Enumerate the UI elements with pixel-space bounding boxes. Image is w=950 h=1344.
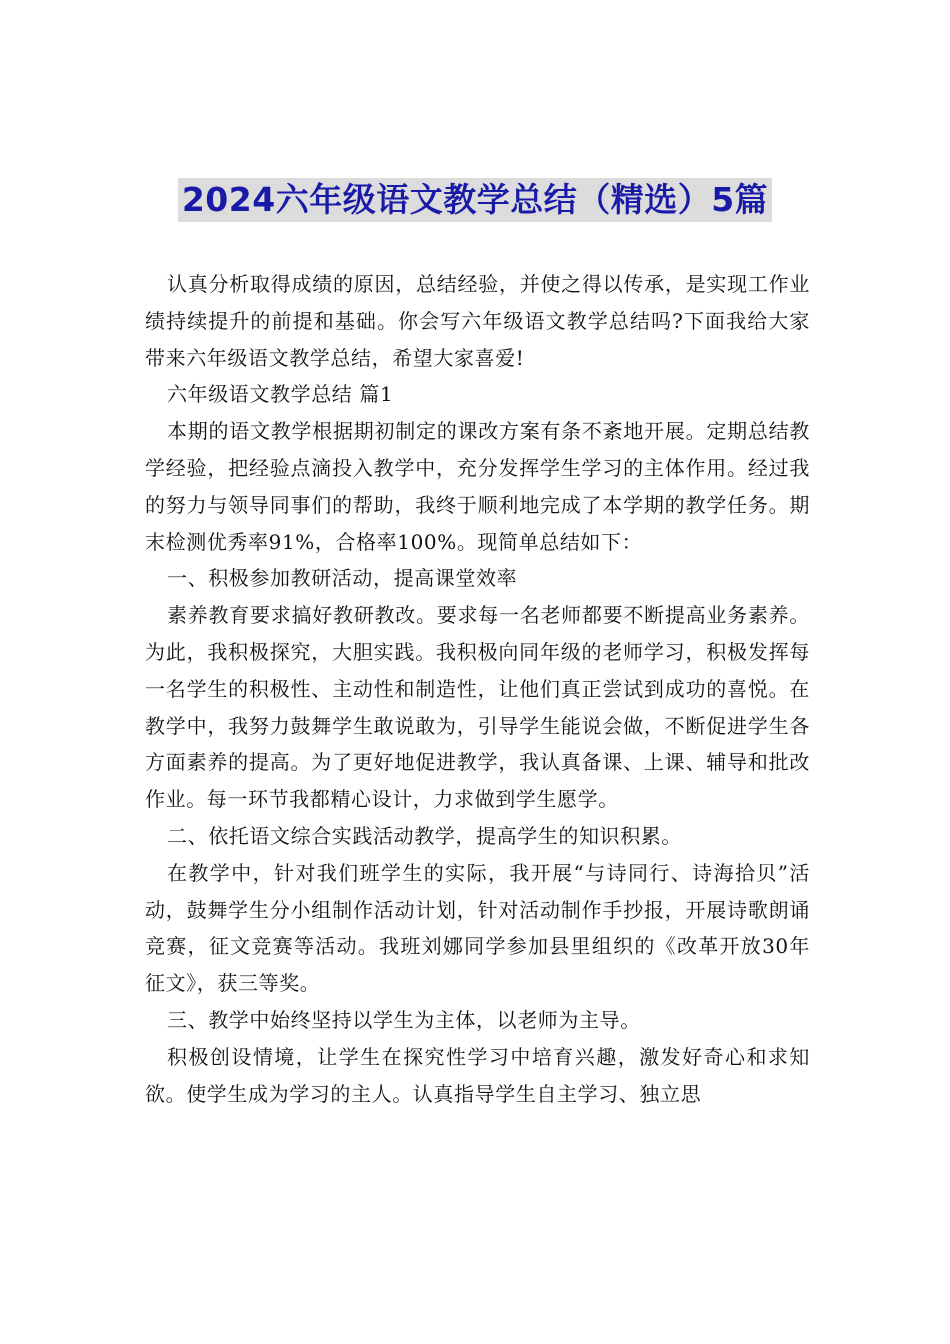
sub-heading: 三、教学中始终坚持以学生为主体，以老师为主导。: [167, 1007, 641, 1032]
sub-heading: 二、依托语文综合实践活动教学，提高学生的知识积累。: [167, 823, 682, 848]
body-paragraph: 在教学中，针对我们班学生的实际，我开展“与诗同行、诗海拾贝”活动，鼓舞学生分小组制作活动计划，针对活动制作手抄报，开展诗歌朗诵竞赛，征文竞赛等活动。我班刘娜同学参加县里组织的《改革开放30年征文》，获三等奖。: [145, 860, 810, 996]
body-paragraph: 素养教育要求搞好教研教改。要求每一名老师都要不断提高业务素养。为此，我积极探究，大胆实践。我积极向同年级的老师学习，积极发挥每一名学生的积极性、主动性和制造性，让他们真正尝试到成功的喜悦。在教学中，我努力鼓舞学生敢说敢为，引导学生能说会做，不断促进学生各方面素养的提高。为了更好地促进教学，我认真备课、上课、辅导和批改作业。每一环节我都精心设计，力求做到学生愿学。: [145, 603, 810, 812]
document-title: 2024六年级语文教学总结（精选）5篇: [178, 178, 772, 222]
sub-heading: 一、积极参加教研活动，提高课堂效率: [167, 566, 518, 591]
body-paragraph: 积极创设情境，让学生在探究性学习中培育兴趣，激发好奇心和求知欲。使学生成为学习的主人。认真指导学生自主学习、独立思: [145, 1044, 810, 1106]
title-container: [0, 178, 950, 222]
section-heading: 六年级语文教学总结 篇1: [167, 382, 394, 407]
body-paragraph: 本期的语文教学根据期初制定的课改方案有条不紊地开展。定期总结教学经验，把经验点滴投入教学中，充分发挥学生学习的主体作用。经过我的努力与领导同事们的帮助，我终于顺利地完成了本学期的教学任务。期末检测优秀率91%，合格率100%。现简单总结如下：: [145, 419, 810, 554]
document-body: [145, 266, 810, 1112]
intro-paragraph: 认真分析取得成绩的原因，总结经验，并使之得以传承，是实现工作业绩持续提升的前提和基础。你会写六年级语文教学总结吗?下面我给大家带来六年级语文教学总结，希望大家喜爱!: [145, 272, 810, 370]
